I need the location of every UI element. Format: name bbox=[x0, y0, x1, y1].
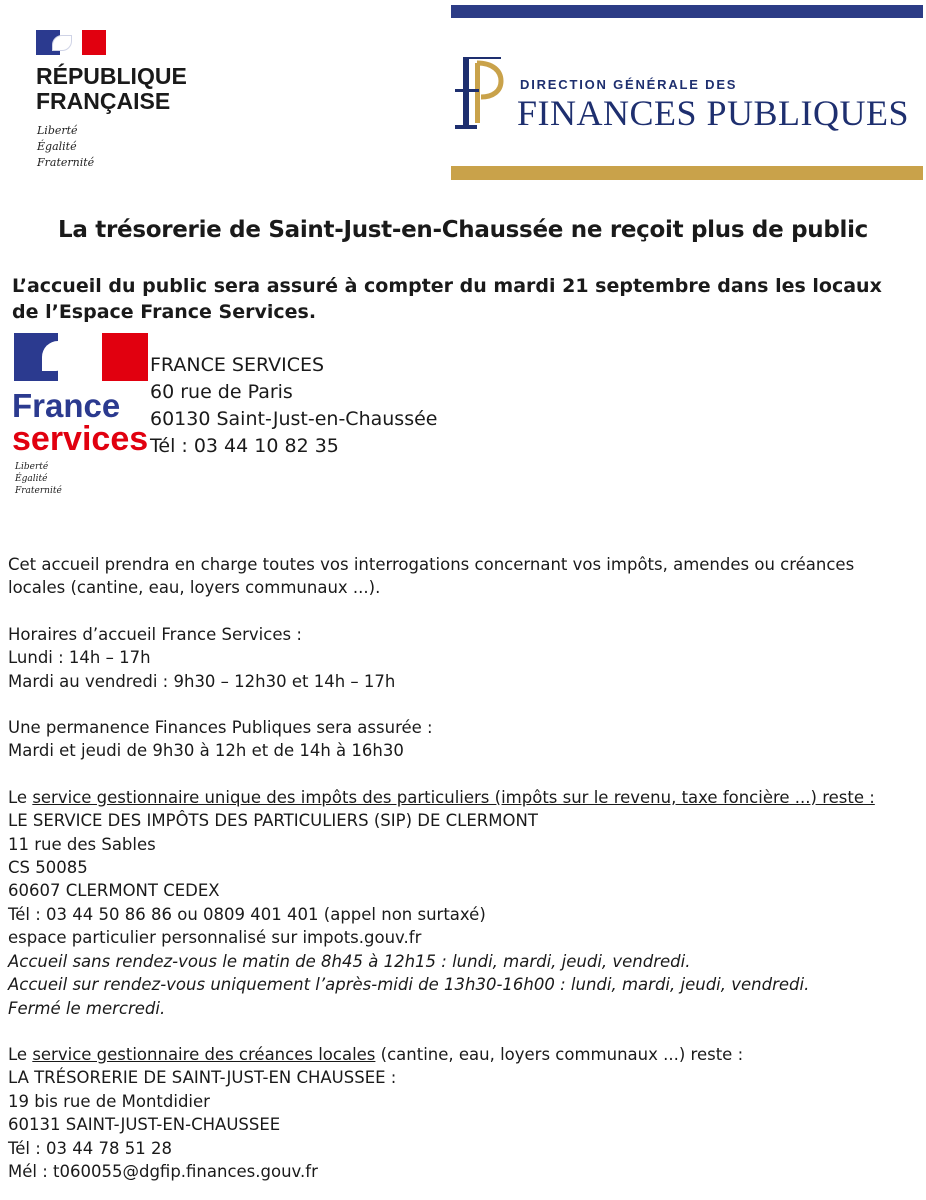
permanence-title: Une permanence Finances Publiques sera assurée : bbox=[8, 718, 433, 738]
permanence-line: Mardi et jeudi de 9h30 à 12h et de 14h à 16h30 bbox=[8, 741, 404, 761]
rf-flag-logo bbox=[36, 30, 106, 55]
page-title: La trésorerie de Saint-Just-en-Chaussée ne reçoit plus de public bbox=[58, 217, 868, 243]
dgfip-f-icon bbox=[455, 53, 507, 133]
sip-line: CS 50085 bbox=[8, 858, 88, 878]
sip-underlined: service gestionnaire unique des impôts des particuliers (impôts sur le revenu, taxe foncière ...) reste : bbox=[32, 787, 875, 807]
sip-line: LE SERVICE DES IMPÔTS DES PARTICULIERS (SIP) DE CLERMONT bbox=[8, 811, 538, 831]
creances-email[interactable]: Mél : t060055@dgfip.finances.gouv.fr bbox=[8, 1161, 318, 1181]
sip-line: Tél : 03 44 50 86 86 ou 0809 401 401 (appel non surtaxé) bbox=[8, 904, 486, 924]
dgfip-bottom-bar bbox=[451, 166, 923, 180]
sip-line: espace particulier personnalisé sur impots.gouv.fr bbox=[8, 928, 422, 948]
sip-line: 60607 CLERMONT CEDEX bbox=[8, 881, 220, 901]
creances-heading: Le service gestionnaire des créances locales (cantine, eau, loyers communaux ...) reste : bbox=[8, 1044, 744, 1064]
creances-line: 60131 SAINT-JUST-EN-CHAUSSEE bbox=[8, 1115, 281, 1135]
creances-line: 19 bis rue de Montdidier bbox=[8, 1091, 210, 1111]
dgfip-line2: FINANCES PUBLIQUES bbox=[517, 93, 910, 133]
hours-line: Mardi au vendredi : 9h30 – 12h30 et 14h – 17h bbox=[8, 671, 396, 691]
dgfip-top-bar bbox=[451, 5, 923, 18]
page-subtitle: L’accueil du public sera assuré à compter du mardi 21 septembre dans les locaux de l’Espace France Services. bbox=[12, 275, 882, 323]
creances-line: Tél : 03 44 78 51 28 bbox=[8, 1138, 173, 1158]
france-services-logo-services: services bbox=[12, 420, 149, 458]
dgfip-line1: DIRECTION GÉNÉRALE DES bbox=[520, 77, 738, 92]
sip-heading: Le service gestionnaire unique des impôts des particuliers (impôts sur le revenu, taxe foncière ...) reste : bbox=[8, 787, 875, 807]
france-services-logo-france: France bbox=[12, 387, 121, 424]
intro-paragraph: Cet accueil prendra en charge toutes vos interrogations concernant vos impôts, amendes ou créances locales (cantine, eau, loyers communaux ...). bbox=[8, 555, 855, 598]
creances-underlined: service gestionnaire des créances locales bbox=[32, 1044, 376, 1064]
rf-name: RÉPUBLIQUE FRANÇAISE bbox=[36, 63, 187, 114]
document-body bbox=[8, 553, 913, 1183]
hours-title: Horaires d’accueil France Services : bbox=[8, 624, 302, 644]
sip-italic-line: Accueil sur rendez-vous uniquement l’après-midi de 13h30-16h00 : lundi, mardi, jeudi, vendredi. bbox=[8, 975, 810, 995]
france-services-flag-logo bbox=[14, 333, 148, 381]
sip-line: 11 rue des Sables bbox=[8, 834, 156, 854]
sip-italic-line: Fermé le mercredi. bbox=[8, 998, 166, 1018]
hours-line: Lundi : 14h – 17h bbox=[8, 648, 151, 668]
creances-line: LA TRÉSORERIE DE SAINT-JUST-EN CHAUSSEE : bbox=[8, 1068, 397, 1088]
france-services-motto: Liberté Égalité Fraternité bbox=[15, 462, 62, 496]
sip-italic-line: Accueil sans rendez-vous le matin de 8h45 à 12h15 : lundi, mardi, jeudi, vendredi. bbox=[8, 951, 691, 971]
rf-motto: Liberté Égalité Fraternité bbox=[37, 124, 95, 169]
france-services-address: FRANCE SERVICES 60 rue de Paris 60130 Saint-Just-en-Chaussée Tél : 03 44 10 82 35 bbox=[150, 354, 438, 457]
